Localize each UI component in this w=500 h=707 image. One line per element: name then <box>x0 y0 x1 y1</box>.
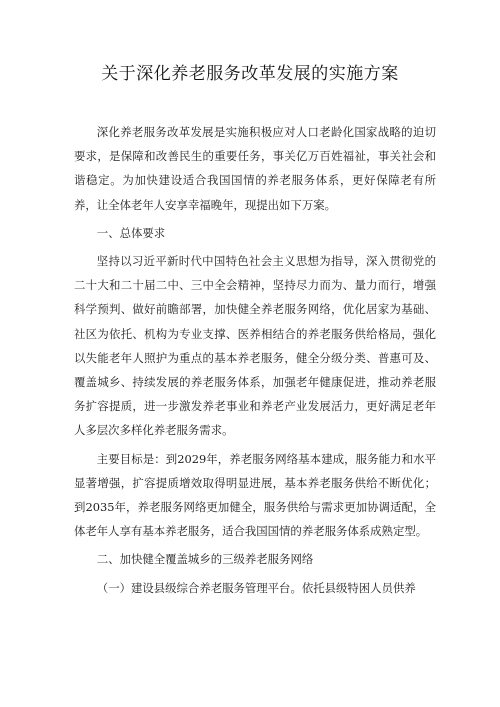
section-1-paragraph-1: 坚持以习近平新时代中国特色社会主义思想为指导，深入贯彻党的二十大和二十届二中、三中全会精神，坚持尽力而为、量力而行，增强科学预判、做好前瞻部署，加快健全养老服务网络，优化居家为基础、社区为依托、机构为专业支撑、医养相结合的养老服务供给格局，强化以失能老年人照护为重点的基本养老服务，健全分级分类、普惠可及、覆盖城乡、持续发展的养老服务体系，加强老年健康促进，推动养老服务扩容提质，进一步激发养老事业和养老产业发展活力，更好满足老年人多层次多样化养老服务需求。 <box>74 254 436 438</box>
intro-paragraph: 深化养老服务改革发展是实施积极应对人口老龄化国家战略的迫切要求，是保障和改善民生的重要任务，事关亿万百姓福祉，事关社会和谐稳定。为加快建设适合我国国情的养老服务体系，更好保障老有所养，让全体老年人安享幸福晚年，现提出如下万案。 <box>74 125 436 212</box>
section-1-paragraph-2: 主要目标是：到2029年，养老服务网络基本建成，服务能力和水平显著增强，扩容提质增效取得明显进展，基本养老服务供给不断优化；到2035年，养老服务网络更加健全，服务供给与需求更加协调适配，全体老年人享有基本养老服务，适合我国国情的养老服务体系成熟定型。 <box>74 451 436 539</box>
section-2-heading: 二、加快健全覆盖城乡的三级养老服务网络 <box>96 552 314 567</box>
document-title: 关于深化养老服务改革发展的实施方案 <box>101 64 399 84</box>
document-body <box>74 120 436 600</box>
section-2-subsection-1: （一）建设县级综合养老服务管理平台。依托县级特困人员供养 <box>96 580 416 595</box>
section-1-heading: 一、总体要求 <box>96 225 166 240</box>
